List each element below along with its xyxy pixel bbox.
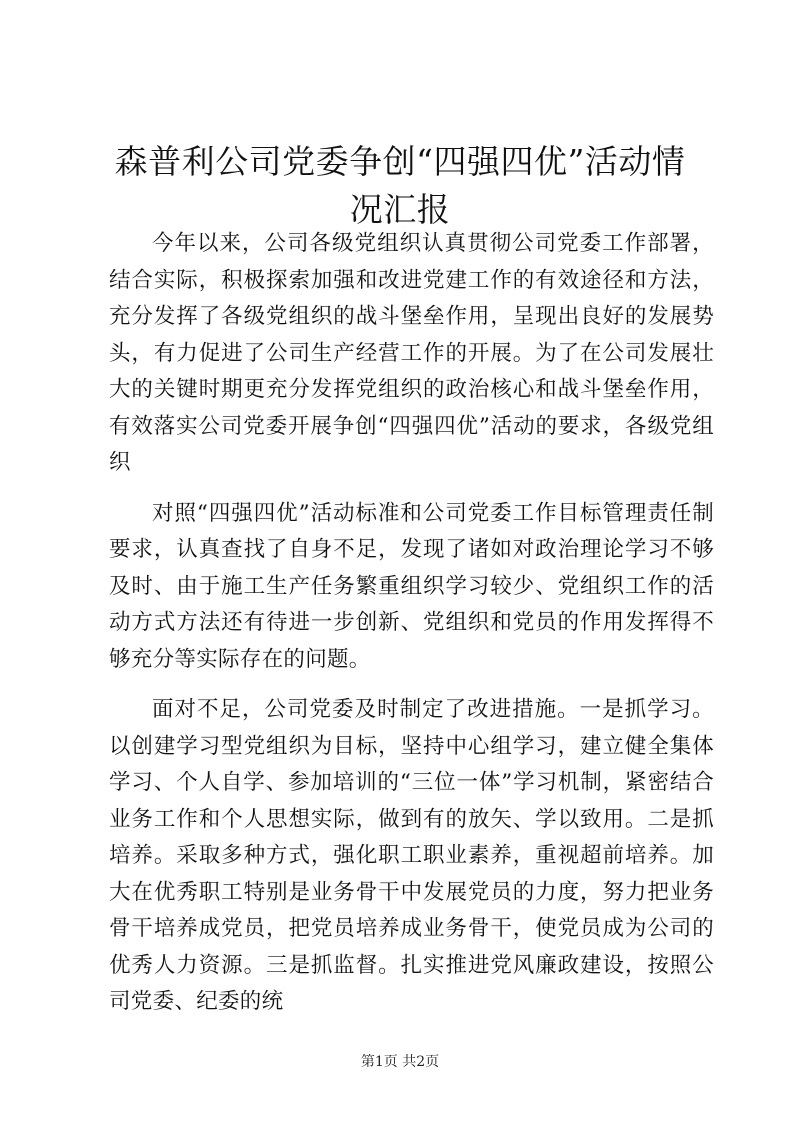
document-title: 森普利公司党委争创“四强四优”活动情况汇报	[114, 142, 686, 229]
paragraph-2: 对照“四强四优”活动标准和公司党委工作目标管理责任制要求，认真查找了自身不足，发现了诸如对政治理论学习不够及时、由于施工生产任务繁重组织学习较少、党组织工作的活动方式方法还有待进一步创新、党组织和党员的作用发挥得不够充分等实际存在的问题。	[109, 500, 714, 672]
page-number-footer: 第1页 共2页	[360, 1054, 440, 1070]
paragraph-1: 今年以来，公司各级党组织认真贯彻公司党委工作部署，结合实际，积极探索加强和改进党建工作的有效途径和方法，充分发挥了各级党组织的战斗堡垒作用，呈现出良好的发展势头，有力促进了公司生产经营工作的开展。为了在公司发展壮大的关键时期更充分发挥党组织的政治核心和战斗堡垒作用，有效落实公司党委开展争创“四强四优”活动的要求，各级党组织	[109, 231, 714, 475]
document-body	[109, 226, 714, 1035]
paragraph-3: 面对不足，公司党委及时制定了改进措施。一是抓学习。以创建学习型党组织为目标，坚持中心组学习，建立健全集体学习、个人自学、参加培训的“三位一体”学习机制，紧密结合业务工作和个人思想实际，做到有的放矢、学以致用。二是抓培养。采取多种方式，强化职工职业素养，重视超前培养。加大在优秀职工特别是业务骨干中发展党员的力度，努力把业务骨干培养成党员，把党员培养成业务骨干，使党员成为公司的优秀人力资源。三是抓监督。扎实推进党风廉政建设，按照公司党委、纪委的统	[109, 697, 714, 1014]
